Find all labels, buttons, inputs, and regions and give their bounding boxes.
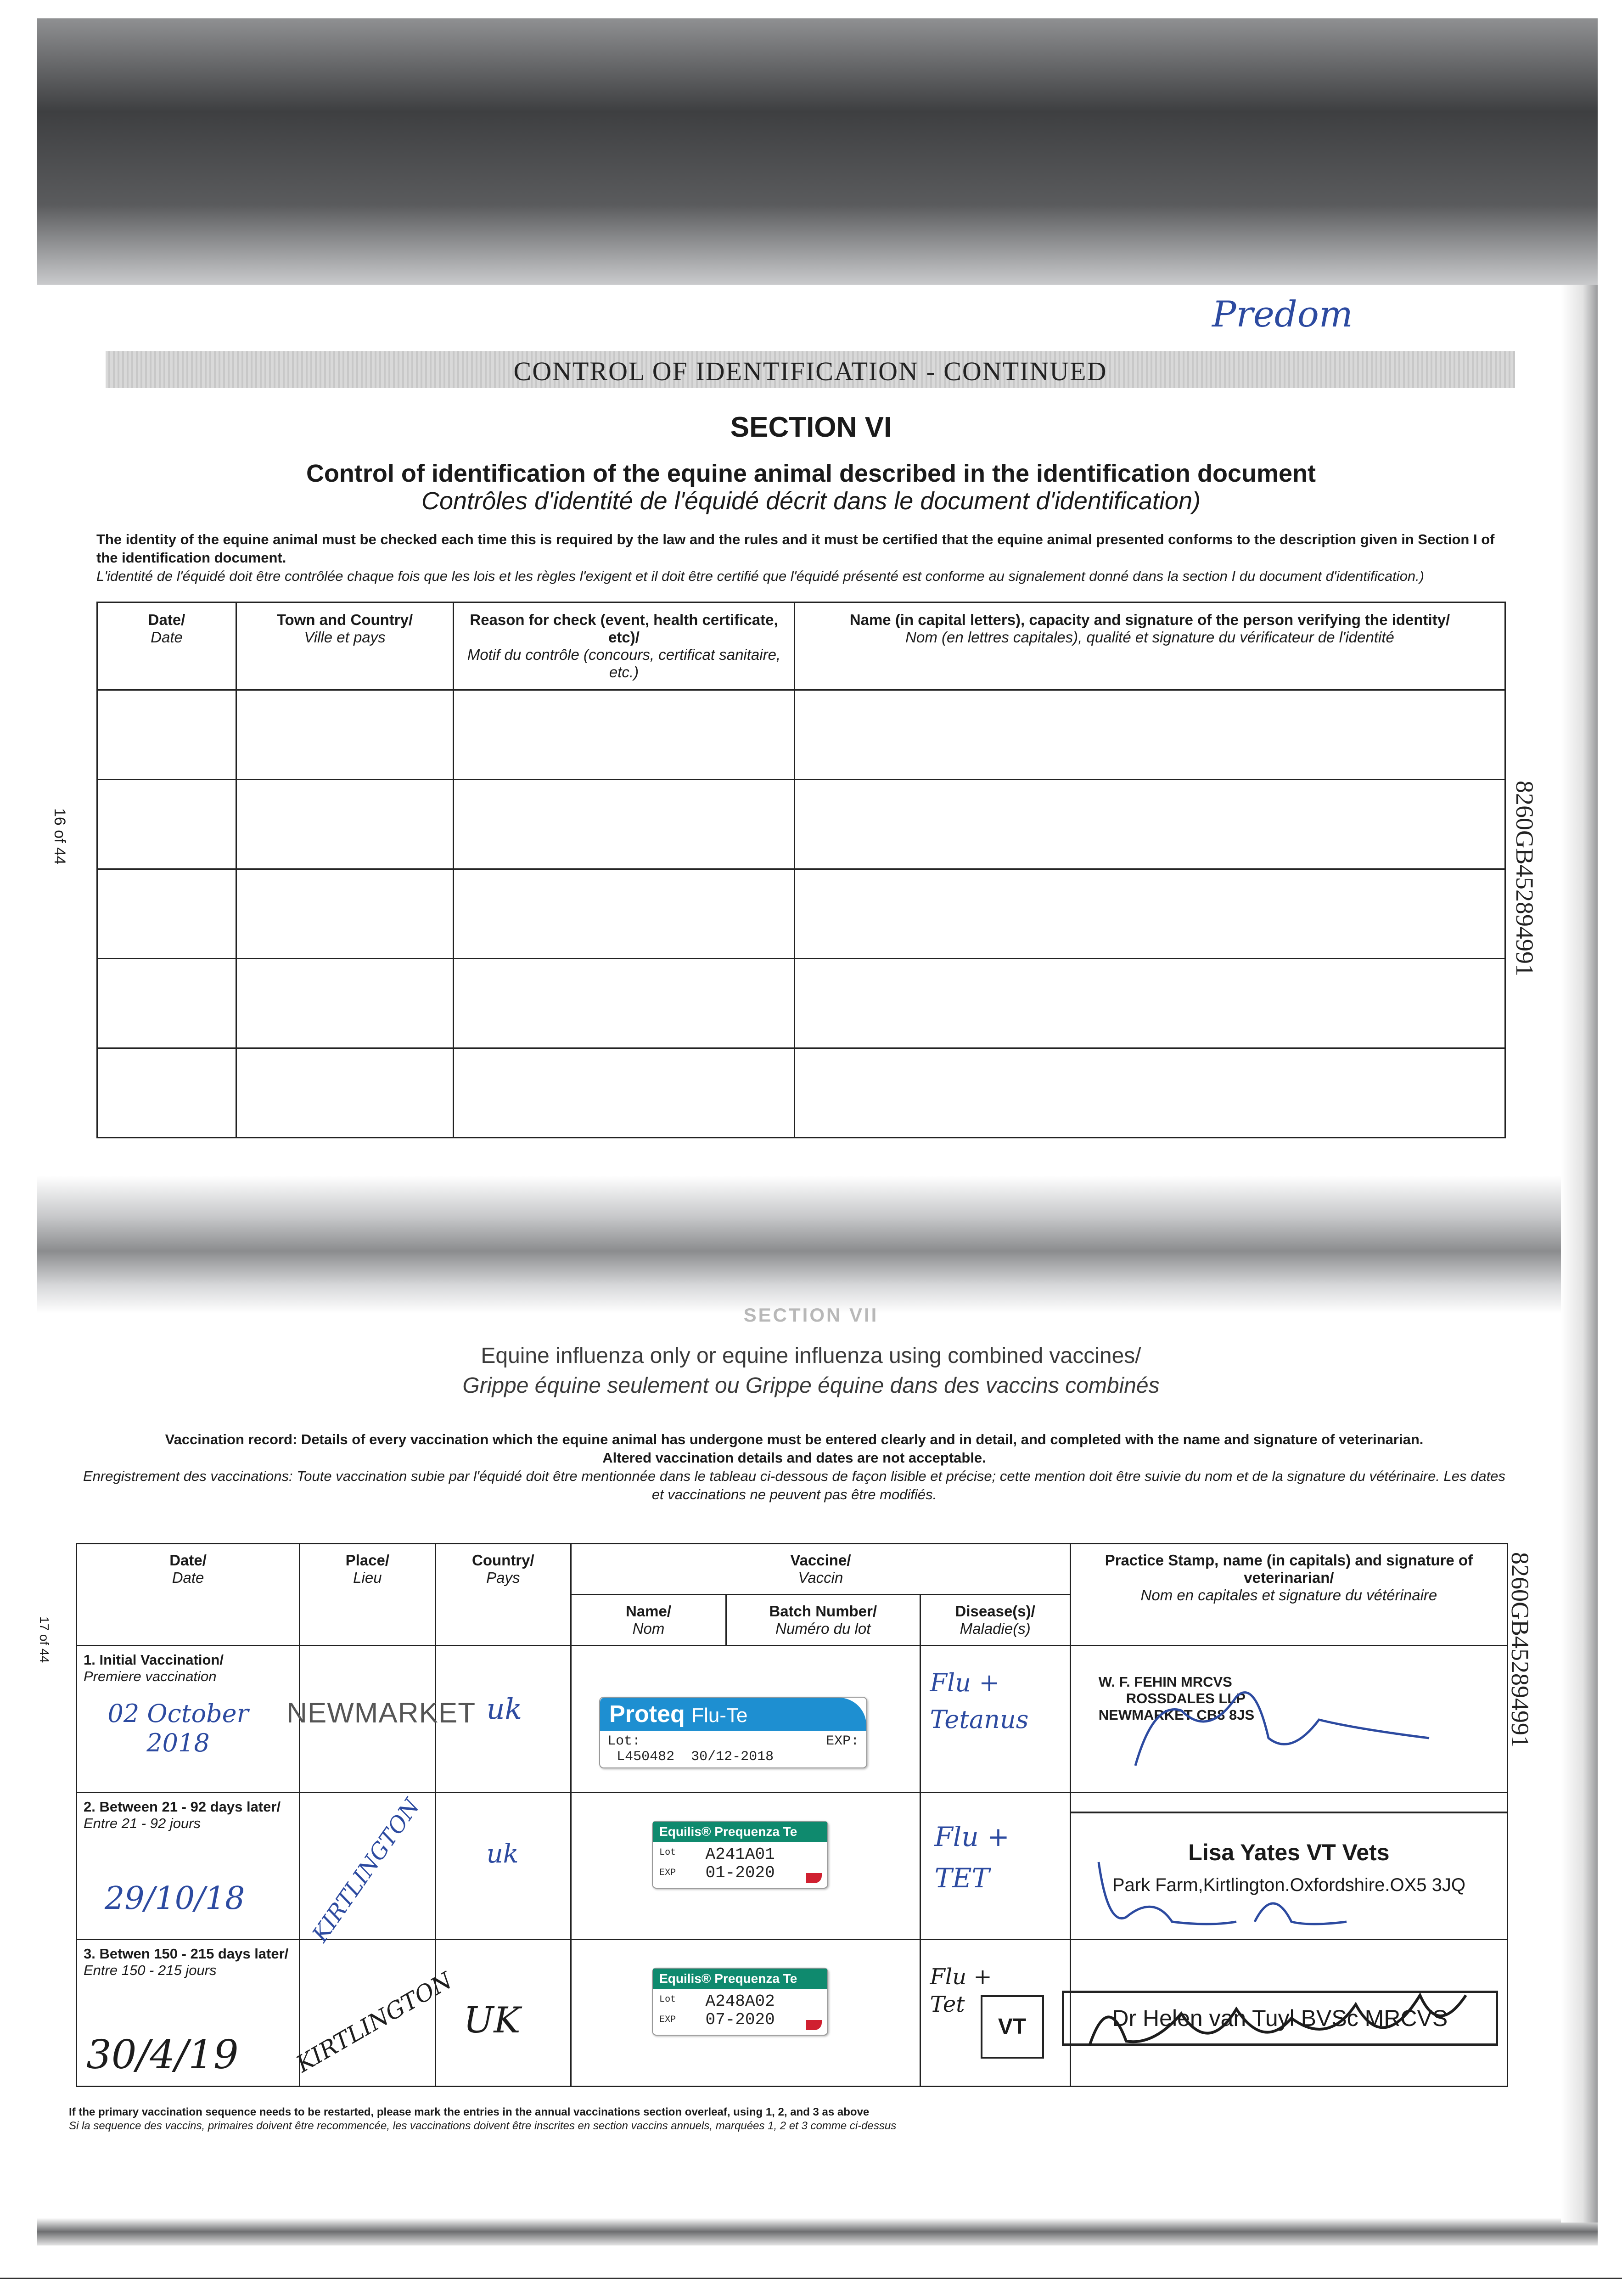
- row3-date-cell: [77, 1940, 300, 2087]
- row1-place: NEWMARKET: [286, 1697, 476, 1729]
- section-7-title: Equine influenza only or equine influenza using combined vaccines/: [481, 1344, 1141, 1368]
- col-vaccine: Vaccine/ Vaccin: [571, 1544, 1071, 1595]
- col-vacc-date: Date/ Date: [77, 1544, 300, 1646]
- row3-label-fr: Entre 150 - 215 jours: [84, 1962, 217, 1978]
- row1-place-cell: [286, 1646, 476, 1793]
- side-id-lower: 8260GB452894991: [1506, 1552, 1534, 1748]
- row2-stamp-cell: [1070, 1793, 1507, 1940]
- row3-stamp-cell: [1070, 1940, 1507, 2087]
- col-vacc-batch: Batch Number/ Numéro du lot: [726, 1595, 920, 1646]
- identity-check-table: [96, 602, 1506, 1138]
- vaccination-row-1[interactable]: [77, 1646, 1508, 1793]
- col-vacc-country: Country/ Pays: [435, 1544, 571, 1646]
- row3-stamp: Dr Helen van Tuyl BVSc MRCVS: [1062, 1991, 1498, 2046]
- page-number-17: 17 of 44: [37, 1616, 51, 1663]
- row1-date-cell: [77, 1646, 300, 1793]
- row3-signature: [1080, 1977, 1493, 2069]
- row2-country-cell: [435, 1793, 571, 1940]
- row2-disease: Flu + TET: [934, 1821, 1010, 1894]
- col-town-country: Town and Country/ Ville et pays: [236, 602, 454, 690]
- identity-check-row[interactable]: [97, 959, 1505, 1048]
- row2-date: 29/10/18: [105, 1880, 245, 1917]
- col-practice: Practice Stamp, name (in capitals) and signature of veterinarian/ Nom en capitales et signature du vétérinaire: [1070, 1544, 1507, 1646]
- equilis-label-1: [652, 1821, 828, 1889]
- handwritten-annotation: Predom: [1212, 294, 1353, 335]
- identity-check-header: [97, 602, 1505, 690]
- row1-stamp-cell: [1070, 1646, 1507, 1793]
- proteq-lot-exp: Lot: EXP: L450482 30/12-2018: [607, 1733, 859, 1765]
- row3-country: UK: [463, 2000, 521, 2041]
- vaccination-row-2[interactable]: [77, 1793, 1508, 1940]
- row2-signature: [1089, 1853, 1457, 1940]
- row3-disease-cell: [920, 1940, 1070, 2087]
- col-vacc-place: Place/ Lieu: [300, 1544, 435, 1646]
- record-en-1: Vaccination record: Details of every vaccination which the equine animal has undergone must be entered clearly and in detail, and completed with the name and signature of veterinarian.: [165, 1431, 1424, 1447]
- row1-label-fr: Premiere vaccination: [84, 1668, 217, 1684]
- footnote-en: If the primary vaccination sequence needs to be restarted, please mark the entries in the annual vaccinations section overleaf, using 1, 2, and 3 as above: [69, 2106, 870, 2118]
- vaccination-table: [76, 1543, 1508, 2087]
- row2-vaccine-cell: [571, 1793, 920, 1940]
- row2-place: KIRTLINGTON: [307, 1794, 425, 1947]
- equilis-brand-1: Equilis® Prequenza Te: [653, 1822, 827, 1842]
- scan-shadow-bottom: [37, 2218, 1598, 2245]
- row3-place: KIRTLINGTON: [292, 1967, 457, 2078]
- row2-country: uk: [486, 1839, 519, 1869]
- proteq-label: [599, 1697, 867, 1768]
- section-6-title: Control of identification of the equine animal described in the identification document: [306, 460, 1316, 487]
- record-fr: Enregistrement des vaccinations: Toute vaccination subie par l'équidé doit être mentionnée dans le tableau ci-dessous de façon lisible et précise; cette mention doit être suivie du nom et de la signature du vétérinaire. Les dates et vaccinations ne peuvent pas être modifiés.: [83, 1468, 1505, 1503]
- row1-country: uk: [486, 1692, 522, 1726]
- vaccination-header-1: [77, 1544, 1508, 1595]
- row2-label: 2. Between 21 - 92 days later/: [84, 1799, 281, 1815]
- proteq-brand: Proteq Flu-Te: [600, 1698, 866, 1731]
- equilis-label-2: [652, 1968, 828, 2036]
- col-vacc-disease: Disease(s)/ Maladie(s): [920, 1595, 1070, 1646]
- page-number-16: 16 of 44: [51, 808, 68, 865]
- footnote: [69, 2105, 1492, 2133]
- equilis-lot-exp-2: Lot EXP A248A02 07-2020: [659, 1992, 775, 2029]
- vt-logo-stamp: VT: [981, 1995, 1044, 2059]
- identity-check-row[interactable]: [97, 690, 1505, 780]
- row2-place-cell: [300, 1793, 435, 1947]
- row1-country-cell: [435, 1646, 571, 1793]
- vaccination-row-3[interactable]: [77, 1940, 1508, 2087]
- record-en-2: Altered vaccination details and dates are not acceptable.: [602, 1450, 986, 1466]
- section-6-heading: SECTION VI: [730, 411, 892, 443]
- identity-check-row[interactable]: [97, 869, 1505, 959]
- col-reason: Reason for check (event, health certificate, etc)/ Motif du contrôle (concours, certificat sanitaire, etc.): [454, 602, 795, 690]
- footnote-fr: Si la sequence des vaccins, primaires doivent être recommencée, les vaccinations doivent être inscrites en section vaccins annuels, marquées 1, 2 et 3 comme ci-dessus: [69, 2120, 897, 2132]
- intro-fr: L'identité de l'équidé doit être contrôlée chaque fois que les lois et les règles l'exigent et il doit être certifié que l'équidé présenté est conforme au signalement donné dans la section I du document d'identification.): [96, 568, 1424, 584]
- identity-check-row[interactable]: [97, 1048, 1505, 1138]
- row3-place-cell: [292, 1940, 457, 2087]
- row1-signature: [1117, 1683, 1438, 1775]
- intro-en: The identity of the equine animal must be checked each time this is required by the law and the rules and it must be certified that the equine animal presented conforms to the description given in Section I of the identification document.: [96, 531, 1495, 566]
- row3-country-cell: [435, 1940, 571, 2087]
- equilis-lot-exp-1: Lot EXP A241A01 01-2020: [659, 1845, 775, 1882]
- col-date: Date/ Date: [97, 602, 236, 690]
- row1-disease: Flu + Tetanus: [930, 1668, 1029, 1734]
- col-verifier: Name (in capital letters), capacity and signature of the person verifying the identity/ Nom (en lettres capitales), qualité et signature du vérificateur de l'identité: [795, 602, 1505, 690]
- page-bottom-rule: [0, 2278, 1622, 2279]
- scan-shadow-right: [1561, 285, 1598, 2223]
- row2-disease-cell: [920, 1793, 1070, 1940]
- row2-stamp: Lisa Yates VT Vets Park Farm,Kirtlington.Oxfordshire.OX5 3JQ: [1112, 1840, 1465, 1895]
- section-6-title-fr: Contrôles d'identité de l'équidé décrit dans le document d'identification): [421, 487, 1201, 515]
- col-vacc-name: Name/ Nom: [571, 1595, 726, 1646]
- identity-check-row[interactable]: [97, 780, 1505, 869]
- equilis-brand-2: Equilis® Prequenza Te: [653, 1969, 827, 1989]
- row2-date-cell: [77, 1793, 300, 1940]
- section-7-title-fr: Grippe équine seulement ou Grippe équine dans des vaccins combinés: [462, 1373, 1160, 1398]
- row3-date: 30/4/19: [86, 2032, 239, 2078]
- row1-vaccine-cell: [571, 1646, 920, 1793]
- row3-vaccine-cell: [571, 1940, 920, 2087]
- stamp-bar: [1071, 1812, 1507, 1813]
- side-id-upper: 8260GB452894991: [1511, 781, 1538, 977]
- section-7-heading: SECTION VII: [743, 1304, 879, 1326]
- row3-label: 3. Betwen 150 - 215 days later/: [84, 1946, 289, 1962]
- vaccination-record-intro: [78, 1430, 1510, 1504]
- row3-disease: Flu + Tet: [930, 1964, 992, 2017]
- row1-disease-cell: [920, 1646, 1070, 1793]
- row1-date: 02 October 2018: [107, 1699, 249, 1757]
- section-6-intro: [96, 530, 1510, 585]
- scan-shadow-top: [37, 18, 1598, 285]
- scan-shadow-fold: [37, 1176, 1598, 1313]
- row1-stamp: W. F. FEHIN MRCVS ROSSDALES LLP NEWMARKET CB8 8JS: [1098, 1674, 1255, 1723]
- row1-label: 1. Initial Vaccination/: [84, 1652, 224, 1668]
- banner-title: CONTROL OF IDENTIFICATION - CONTINUED: [513, 356, 1107, 386]
- row2-label-fr: Entre 21 - 92 jours: [84, 1815, 201, 1831]
